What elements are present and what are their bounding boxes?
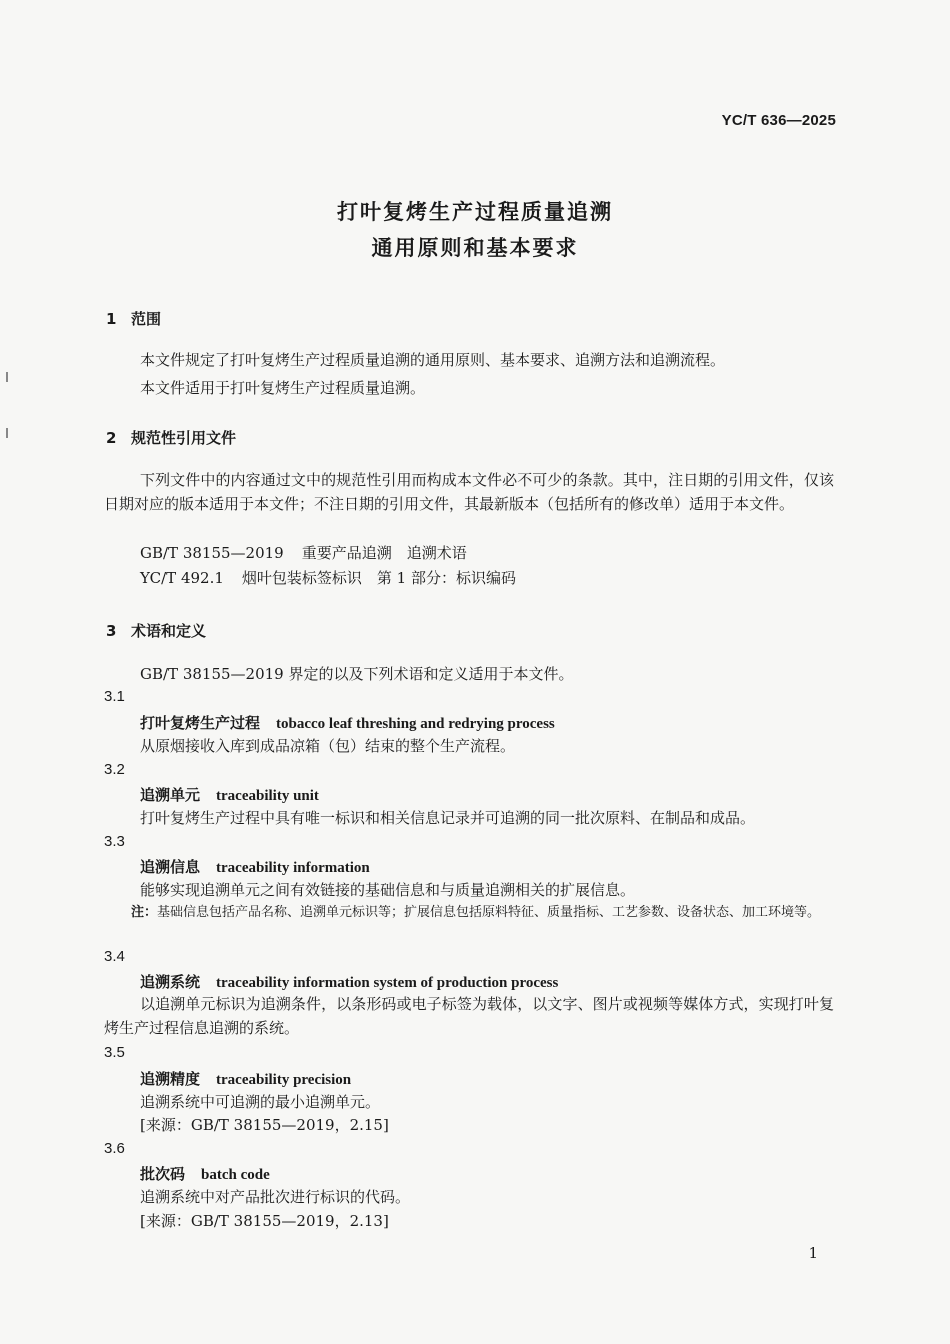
term-definition: 打叶复烤生产过程中具有唯一标识和相关信息记录并可追溯的同一批次原料、在制品和成品。 <box>140 809 756 827</box>
section-heading-terms <box>106 620 206 641</box>
scan-mark <box>6 428 8 438</box>
clause-number: 3.5 <box>104 1044 125 1061</box>
reference-item <box>140 567 516 588</box>
clause-number: 3.6 <box>104 1140 125 1157</box>
paragraph: GB/T 38155—2019 界定的以及下列术语和定义适用于本文件。 <box>140 665 574 683</box>
term-en: batch code <box>201 1167 270 1183</box>
clause-number: 3.4 <box>104 948 125 965</box>
section-number: 3 <box>106 622 117 640</box>
term-zh: 追溯信息 <box>140 858 201 876</box>
note-text: 基础信息包括产品名称、追溯单元标识等；扩展信息包括原料特征、质量指标、工艺参数、设备状态、加工环境等。 <box>157 905 821 920</box>
reference-item <box>140 542 467 563</box>
standard-number: YC/T 636—2025 <box>721 112 836 129</box>
clause-number: 3.2 <box>104 761 125 778</box>
term-heading <box>140 1163 270 1184</box>
section-number: 2 <box>106 429 117 447</box>
paragraph: 下列文件中的内容通过文中的规范性引用而构成本文件必不可少的条款。其中，注日期的引用文件，仅该日期对应的版本适用于本文件；不注日期的引用文件，其最新版本（包括所有的修改单）适用于本文件。 <box>104 471 834 513</box>
term-en: traceability unit <box>216 788 319 804</box>
term-definition: 追溯系统中对产品批次进行标识的代码。 <box>140 1188 411 1206</box>
term-source: [来源：GB/T 38155—2019，2.13] <box>140 1212 389 1230</box>
scan-mark <box>6 372 8 382</box>
section-title: 规范性引用文件 <box>131 429 237 447</box>
section-title: 术语和定义 <box>131 622 207 640</box>
term-zh: 追溯精度 <box>140 1070 201 1088</box>
term-zh: 追溯系统 <box>140 973 201 991</box>
section-number: 1 <box>106 310 117 328</box>
term-zh: 追溯单元 <box>140 786 201 804</box>
reference-title: 重要产品追溯 追溯术语 <box>301 544 467 562</box>
term-definition: 追溯系统中可追溯的最小追溯单元。 <box>140 1093 381 1111</box>
term-definition: 能够实现追溯单元之间有效链接的基础信息和与质量追溯相关的扩展信息。 <box>140 881 636 899</box>
paragraph: 本文件适用于打叶复烤生产过程质量追溯。 <box>140 379 426 397</box>
document-title-line2: 通用原则和基本要求 <box>371 236 579 260</box>
section-heading-scope <box>106 308 161 329</box>
term-en: traceability precision <box>216 1072 352 1088</box>
clause-number: 3.1 <box>104 688 125 705</box>
term-definition: 以追溯单元标识为追溯条件，以条形码或电子标签为载体，以文字、图片或视频等媒体方式，实现打叶复烤生产过程信息追溯的系统。 <box>104 995 834 1037</box>
note-label: 注： <box>131 905 158 920</box>
term-heading <box>140 712 555 733</box>
term-en: traceability information system of production process <box>216 975 559 991</box>
term-en: tobacco leaf threshing and redrying process <box>276 716 555 732</box>
term-definition: 从原烟接收入库到成品凉箱（包）结束的整个生产流程。 <box>140 737 516 755</box>
section-heading-normative-references <box>106 427 236 448</box>
term-source: [来源：GB/T 38155—2019，2.15] <box>140 1116 389 1134</box>
clause-number: 3.3 <box>104 833 125 850</box>
document-title-line1: 打叶复烤生产过程质量追溯 <box>337 200 613 224</box>
reference-code: GB/T 38155—2019 <box>140 544 284 562</box>
section-title: 范围 <box>131 310 162 328</box>
term-heading <box>140 1068 351 1089</box>
reference-code: YC/T 492.1 <box>140 569 224 587</box>
note <box>131 902 831 924</box>
paragraph: 本文件规定了打叶复烤生产过程质量追溯的通用原则、基本要求、追溯方法和追溯流程。 <box>140 351 726 369</box>
reference-title: 烟叶包装标签标识 第 1 部分：标识编码 <box>241 569 516 587</box>
term-zh: 批次码 <box>140 1165 186 1183</box>
page-number: 1 <box>808 1244 818 1262</box>
term-heading <box>140 784 319 805</box>
term-en: traceability information <box>216 860 370 876</box>
term-heading <box>140 856 370 877</box>
term-zh: 打叶复烤生产过程 <box>140 714 261 732</box>
term-heading <box>140 971 558 992</box>
